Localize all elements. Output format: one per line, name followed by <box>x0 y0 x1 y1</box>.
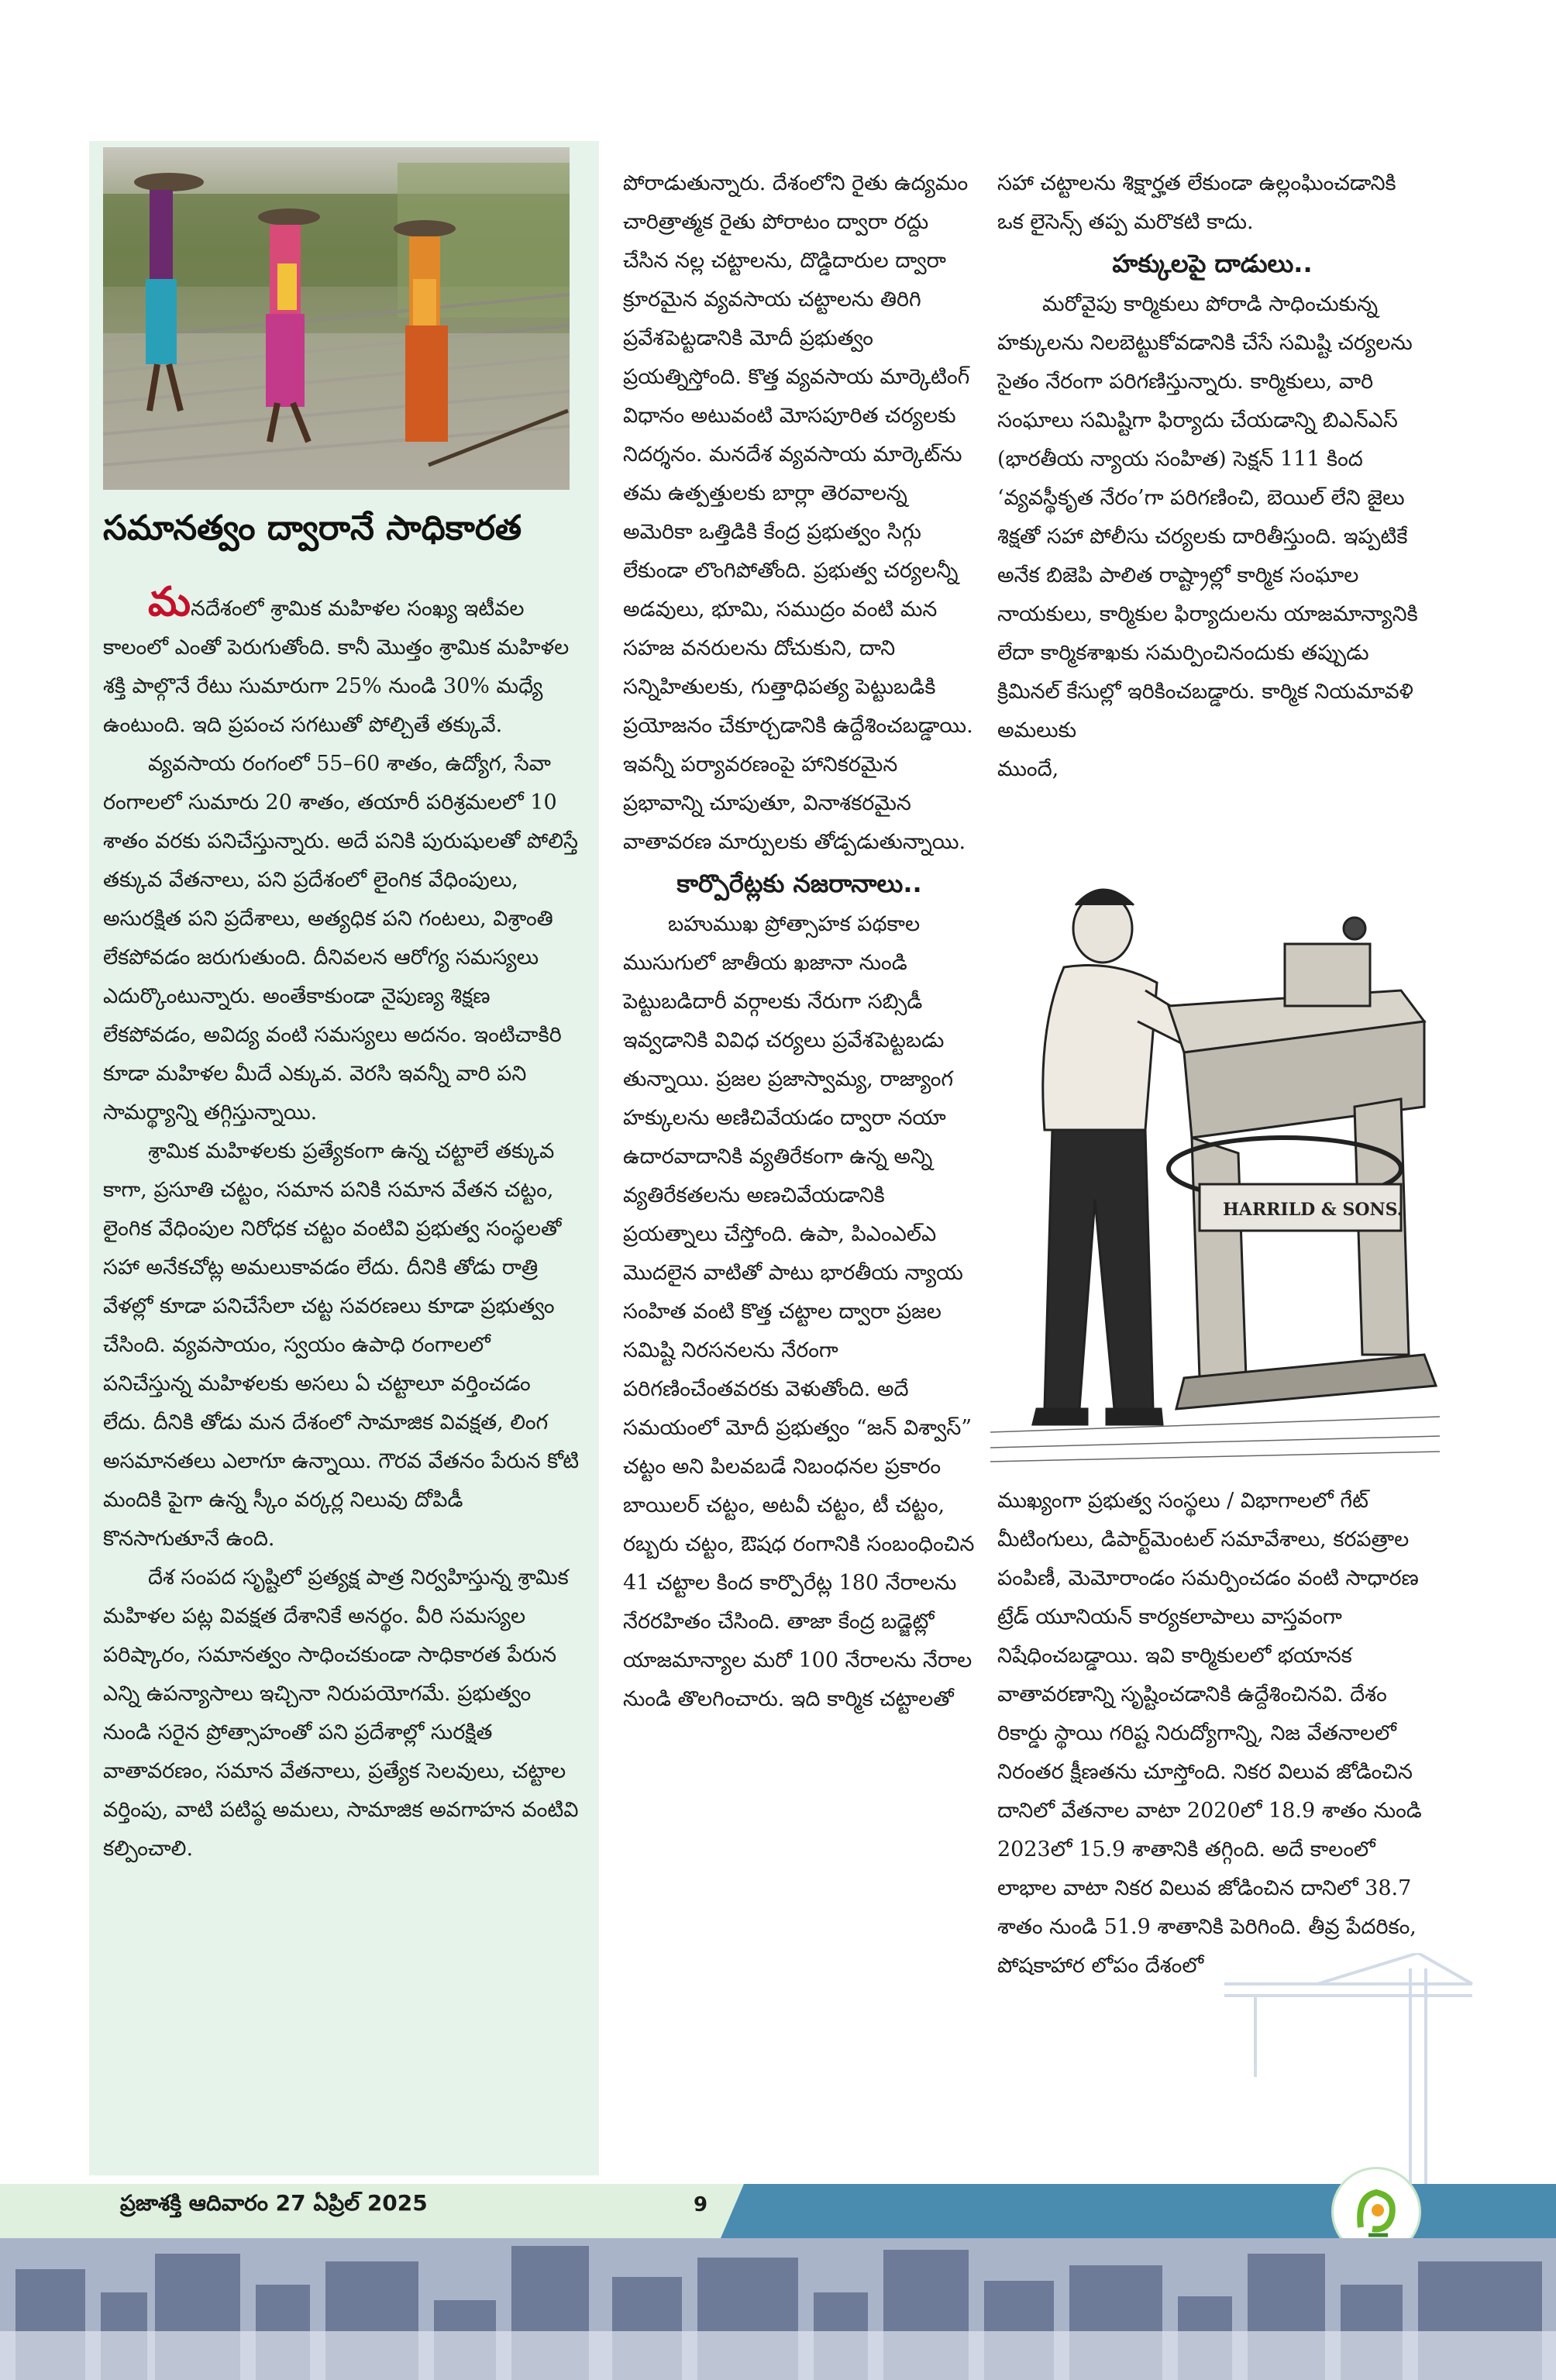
paragraph: సహా చట్టాలను శిక్షార్హత లేకుండా ఉల్లంఘించడానికి ఒక లైసెన్స్ తప్ప మరొకటి కాదు. <box>997 171 1396 234</box>
paragraph: బహుముఖ ప్రోత్సాహక పథకాల ముసుగులో జాతీయ ఖజానా నుండి పెట్టుబడిదారీ వర్గాలకు నేరుగా సబ్సిడీ ఇవ్వడానికి వివిధ చర్యలు ప్రవేశపెట్టబడు తున్నాయి. ప్రజల ప్రజాస్వామ్య, రాజ్యాంగ హక్కులను అణిచివేయడం ద్వారా నయా ఉదారవాదానికి వ్యతిరేకంగా ఉన్న అన్ని వ్యతిరేకతలను అణచివేయడానికి ప్రయత్నాలు చేస్తోంది. ఉపా, పిఎంఎల్ఎ మొదలైన వాటితో పాటు భారతీయ న్యాయ సంహిత వంటి కొత్త చట్టాల ద్వారా ప్రజల సమిష్టి నిరసనలను నేరంగా పరిగణించేంతవరకు వెళుతోంది. అదే సమయంలో మోదీ ప్రభుత్వం “జన్ విశ్వాస్” చట్టం అని పిలవబడే నిబంధనల ప్రకారం బాయిలర్ చట్టం, అటవీ చట్టం, టీ చట్టం, రబ్బరు చట్టం, ఔషధ రంగానికి సంబంధించిన 41 చట్టాల కింద కార్పొరేట్ల 180 నేరాలను నేరరహితం చేసింది. తాజా కేంద్ర బడ్జెట్లో యాజమాన్యాల మరో 100 నేరాలను నేరాల నుండి తొలగించారు. ఇది కార్మిక చట్టాలతో <box>623 912 975 1711</box>
engraving-sign-text: HARRILD & SONS. <box>1223 1200 1403 1220</box>
paragraph: శ్రామిక మహిళలకు ప్రత్యేకంగా ఉన్న చట్టాలే తక్కువ కాగా, ప్రసూతి చట్టం, సమాన పనికి సమాన వేతన చట్టం, లైంగిక వేధింపుల నిరోధక చట్టం వంటివి ప్రభుత్వ సంస్థలతో సహా అనేకచోట్ల అమలుకావడం లేదు. దీనికి తోడు రాత్రి వేళల్లో కూడా పనిచేసేలా చట్ట సవరణలు కూడా ప్రభుత్వం చేసింది. వ్యవసాయం, స్వయం ఉపాధి రంగాలలో పనిచేస్తున్న మహిళలకు అసలు ఏ చట్టాలూ వర్తించడం లేదు. దీనికి తోడు మన దేశంలో సామాజిక వివక్షత, లింగ అసమానతలు ఎలాగూ ఉన్నాయి. గౌరవ వేతనం పేరున కోటి మందికి పైగా ఉన్న స్కీం వర్కర్ల నిలువు దోపిడీ కొనసాగుతూనే ఉంది. <box>103 1139 580 1551</box>
paragraph: ముఖ్యంగా ప్రభుత్వ సంస్థలు / విభాగాలలో గేట్ మీటింగులు, డిపార్ట్‌మెంటల్ సమావేశాలు, కరపత్రాల పంపిణీ, మెమోరాండం సమర్పించడం వంటి సాధారణ ట్రేడ్ యూనియన్ కార్యకలాపాలు వాస్తవంగా నిషేధించబడ్డాయి. ఇవి కార్మికులలో భయానక వాతావరణాన్ని సృష్టించడానికి ఉద్దేశించినవి. దేశం రికార్డు స్థాయి గరిష్ట నిరుద్యోగాన్ని, నిజ వేతనాలలో నిరంతర క్షీణతను చూస్తోంది. నికర విలువ జోడించిన దానిలో వేతనాల వాటా 2020లో 18.9 శాతం నుండి 2023లో 15.9 శాతానికి తగ్గింది. అదే కాలంలో లాభాల వాటా నికర విలువ జోడించిన దానిలో 38.7 శాతం నుండి 51.9 శాతానికి పెరిగింది. తీవ్ర పేదరికం, పోషకాహార లోపం దేశంలో <box>997 1489 1422 1978</box>
women-workers-photo <box>103 147 570 490</box>
article-headline: సమానత్వం ద్వారానే సాధికారత <box>103 508 522 548</box>
paragraph: ముందే, <box>997 757 1059 781</box>
paragraph: మరోవైపు కార్మికులు పోరాడి సాధించుకున్న హక్కులను నిలబెట్టుకోవడానికి చేసే సమిష్టి చర్యలను సైతం నేరంగా పరిగణిస్తున్నారు. కార్మికులు, వారి సంఘాలు సమిష్టిగా ఫిర్యాదు చేయడాన్ని బిఎన్ఎస్ (భారతీయ న్యాయ సంహిత) సెక్షన్ 111 కింద ‘వ్యవస్థీకృత నేరం’గా పరిగణించి, బెయిల్ లేని జైలు శిక్షతో సహా పోలీసు చర్యలకు దారితీస్తుంది. ఇప్పటికే అనేక బిజెపి పాలిత రాష్ట్రాల్లో కార్మిక సంఘాల నాయకులు, కార్మికుల ఫిర్యాదులను యాజమాన్యానికి లేదా కార్మికశాఖకు సమర్పించినందుకు తప్పుడు క్రిమినల్ కేసుల్లో ఇరికించబడ్డారు. కార్మిక నియమావళి అమలుకు <box>997 292 1418 742</box>
drop-cap: మ <box>148 579 191 625</box>
paragraph: వ్యవసాయ రంగంలో 55–60 శాతం, ఉద్యోగ, సేవా రంగాలలో సుమారు 20 శాతం, తయారీ పరిశ్రమలలో 10 శాతం వరకు పనిచేస్తున్నారు. అదే పనికి పురుషులతో పోలిస్తే తక్కువ వేతనాలు, పని ప్రదేశంలో లైంగిక వేధింపులు, అసురక్షిత పని ప్రదేశాలు, అత్యధిక పని గంటలు, విశ్రాంతి లేకపోవడం జరుగుతుంది. దీనివలన ఆరోగ్య సమస్యలు ఎదుర్కొంటున్నారు. అంతేకాకుండా నైపుణ్య శిక్షణ లేకపోవడం, అవిద్య వంటి సమస్యలు అదనం. ఇంటిచాకిరి కూడా మహిళల మీదే ఎక్కువ. వెరసి ఇవన్నీ వారి పని సామర్థ్యాన్ని తగ్గిస్తున్నాయి. <box>103 752 579 1125</box>
paragraph-intro <box>103 579 580 745</box>
crane-illustration <box>1162 1953 1488 2185</box>
article-column-3-continued <box>997 1482 1427 1986</box>
page-number: 9 <box>694 2193 708 2216</box>
subheading-rights-attacks: హక్కులపై దాడులు.. <box>1112 249 1313 278</box>
article-column-1 <box>103 579 580 1869</box>
footer-band-dark <box>721 2184 1556 2238</box>
footer-publication: ప్రజాశక్తి ఆదివారం 27 ఏప్రిల్ 2025 <box>120 2190 428 2216</box>
paragraph: పోరాడుతున్నారు. దేశంలోని రైతు ఉద్యమం చారిత్రాత్మక రైతు పోరాటం ద్వారా రద్దు చేసిన నల్ల చట్టాలను, దొడ్డిదారుల ద్వారా క్రూరమైన వ్యవసాయ చట్టాలను తిరిగి ప్రవేశపెట్టడానికి మోదీ ప్రభుత్వం ప్రయత్నిస్తోంది. కొత్త వ్యవసాయ మార్కెటింగ్ విధానం అటువంటి మోసపూరిత చర్యలకు నిదర్శనం. మనదేశ వ్యవసాయ మార్కెట్‌ను తమ ఉత్పత్తులకు బార్లా తెరవాలన్న అమెరికా ఒత్తిడికి కేంద్ర ప్రభుత్వం సిగ్గు లేకుండా లొంగిపోతోంది. ప్రభుత్వ చర్యలన్నీ అడవులు, భూమి, సముద్రం వంటి మన సహజ వనరులను దోచుకుని, దాని సన్నిహితులకు, గుత్తాధిపత్య పెట్టుబడికి ప్రయోజనం చేకూర్చడానికి ఉద్దేశించబడ్డాయి. ఇవన్నీ పర్యావరణంపై హానికరమైన ప్రభావాన్ని చూపుతూ, వినాశకరమైన వాతావరణ మార్పులకు తోడ్పడుతున్నాయి. <box>623 171 973 854</box>
paragraph-intro-text: నదేశంలో శ్రామిక మహిళల సంఖ్య ఇటీవల కాలంలో ఎంతో పెరుగుతోంది. కానీ మొత్తం శ్రామిక మహిళల శక్తి పాల్గొనే రేటు సుమారుగా 25% నుండి 30% మధ్యే ఉంటుంది. ఇది ప్రపంచ సగటుతో పోల్చితే తక్కువే. <box>103 597 570 737</box>
article-column-3 <box>997 164 1427 789</box>
paragraph: దేశ సంపద సృష్టిలో ప్రత్యక్ష పాత్ర నిర్వహిస్తున్న శ్రామిక మహిళల పట్ల వివక్షత దేశానికే అనర్థం. వీరి సమస్యల పరిష్కారం, సమానత్వం సాధించకుండా సాధికారత పేరున ఎన్ని ఉపన్యాసాలు ఇచ్చినా నిరుపయోగమే. ప్రభుత్వం నుండి సరైన ప్రోత్సాహంతో పని ప్రదేశాల్లో సురక్షిత వాతావరణం, సమాన వేతనాలు, ప్రత్యేక సెలవులు, చట్టాల వర్తింపు, వాటి పటిష్ఠ అమలు, సామాజిక అవగాహన వంటివి కల్పించాలి. <box>103 1565 579 1861</box>
subheading-corporates: కార్పొరేట్లకు నజరానాలు.. <box>676 869 922 898</box>
city-skyline-illustration <box>0 2238 1556 2380</box>
article-column-2 <box>623 164 976 1719</box>
printing-press-engraving <box>990 874 1440 1463</box>
